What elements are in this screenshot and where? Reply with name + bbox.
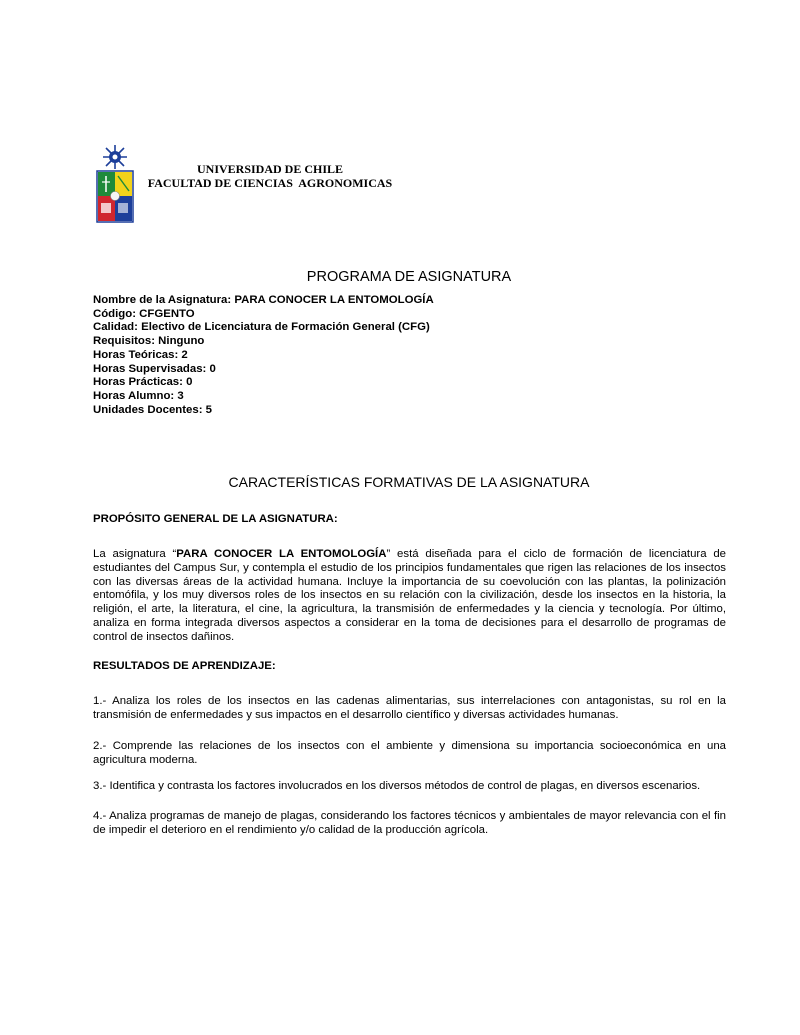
detail-requirements: Requisitos: Ninguno [93,335,205,348]
detail-supervised-hours: Horas Supervisadas: 0 [93,362,216,375]
outcome-item-1: 1.- Analiza los roles de los insectos en las cadenas alimentarias, sus interrelaciones con antagonistas, su rol en la transmisión de enfermedades y sus impactos en el desarrollo científico y diversas actividades humanas. [93,695,726,721]
purpose-text-rest: ” está diseñada para el ciclo de formación de licenciatura de estudiantes del Campus Sur, y contempla el estudio de los principios fundamentales que rigen las relaciones de los insectos con las diversas áreas de la actividad humana. Incluye la importancia de su coevolución con las plantas, la polinización entomófila, y los muy diversos roles de los insectos en su relación con la civilización, desde los insectos en la historia, la religión, el arte, la literatura, el cine, la agricultura, la transmisión de enfermedades y la ciencia y tecnología. Por último, analiza en forma integrada diversos aspectos a considerar en la toma de decisiones para el desarrollo de programas de control de insectos dañinos. [93,548,726,643]
detail-teaching-units: Unidades Docentes: 5 [93,403,213,416]
detail-code: Código: CFGENTO [93,307,195,320]
section-title: CARACTERÍSTICAS FORMATIVAS DE LA ASIGNATURA [228,474,590,490]
outcome-item-3: 3.- Identifica y contrasta los factores involucrados en los diversos métodos de control de plagas, en diversos escenarios. [93,780,701,792]
detail-student-hours: Horas Alumno: 3 [93,389,184,402]
institution-header [130,162,410,190]
program-title: PROGRAMA DE ASIGNATURA [306,269,512,285]
purpose-text-start: La asignatura “ [93,548,177,560]
detail-theory-hours: Horas Teóricas: 2 [93,348,188,361]
outcome-item-2: 2.- Comprende las relaciones de los insectos con el ambiente y dimensiona su importancia socioeconómica en una agricultura moderna. [93,740,726,766]
purpose-paragraph [93,548,726,645]
outcomes-heading: RESULTADOS DE APRENDIZAJE: [93,660,276,672]
detail-course-name: Nombre de la Asignatura: PARA CONOCER LA ENTOMOLOGÍA [93,294,434,306]
faculty-name: FACULTAD DE CIENCIAS AGRONOMICAS [147,176,393,190]
shield-icon [97,171,133,222]
purpose-course-name: PARA CONOCER LA ENTOMOLOGÍA [176,548,387,560]
course-details [93,294,434,417]
detail-quality: Calidad: Electivo de Licenciatura de Formación General (CFG) [93,321,430,334]
university-name: UNIVERSIDAD DE CHILE [196,162,344,176]
university-logo [96,145,134,223]
star-icon [103,145,127,169]
purpose-heading: PROPÓSITO GENERAL DE LA ASIGNATURA: [93,513,338,525]
detail-practical-hours: Horas Prácticas: 0 [93,376,193,389]
outcome-item-4: 4.- Analiza programas de manejo de plagas, considerando los factores técnicos y ambientales de mayor relevancia con el fin de impedir el deterioro en el rendimiento y/o calidad de la producción agrícola. [93,810,726,836]
